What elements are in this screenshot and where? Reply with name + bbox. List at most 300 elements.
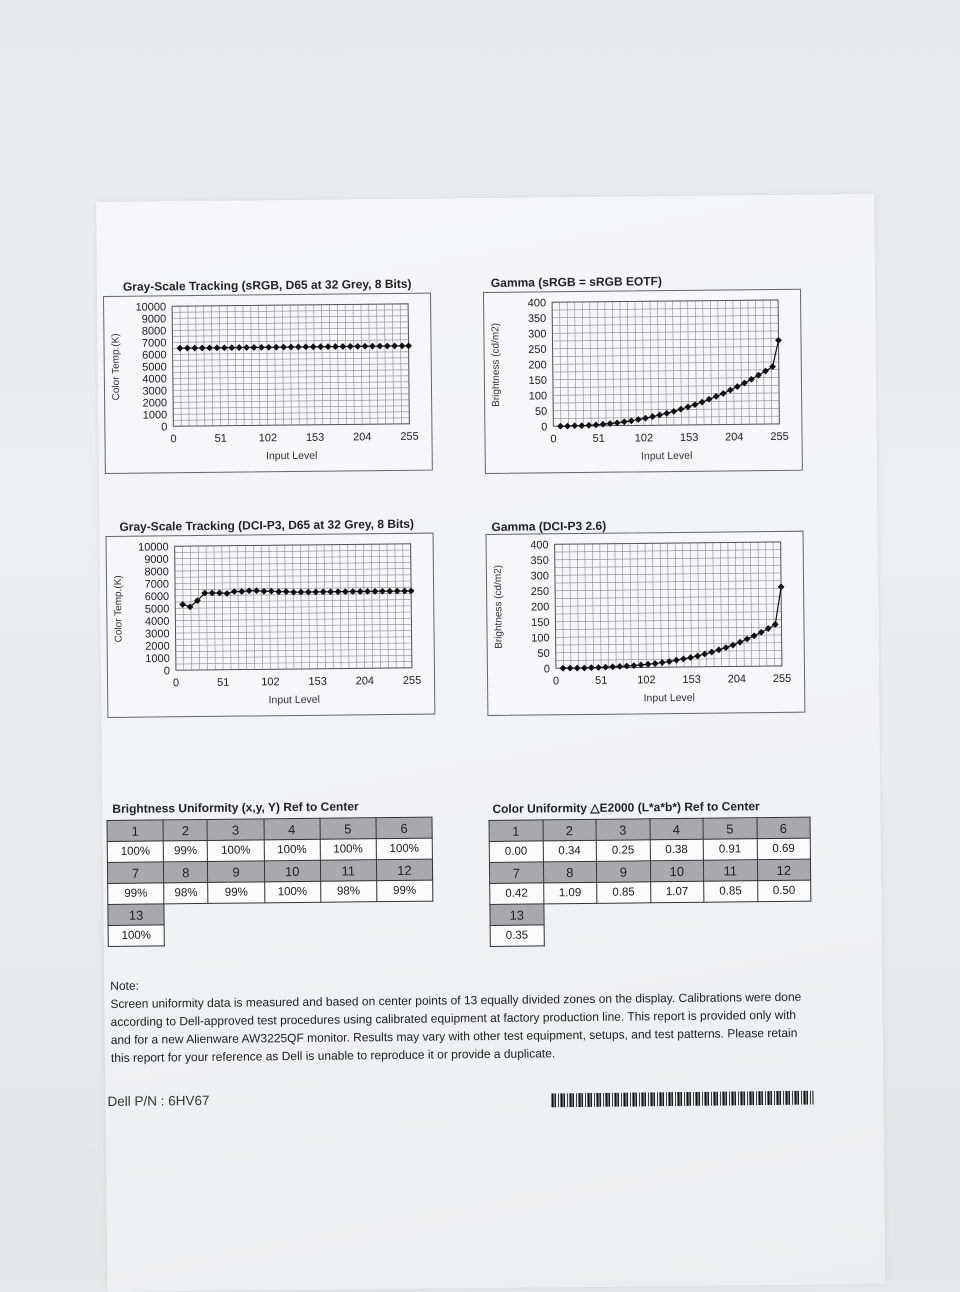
value-cell: 98% — [164, 882, 209, 903]
data-point — [571, 422, 578, 429]
barcode-bar — [587, 1093, 589, 1107]
barcode-bar — [581, 1093, 583, 1107]
barcode-bar — [801, 1091, 802, 1105]
barcode-bar — [578, 1093, 580, 1107]
y-tick-label: 5000 — [144, 603, 170, 616]
y-tick-label: 9000 — [144, 553, 169, 566]
zone-cell: 5 — [320, 818, 376, 840]
zone-cell: 2 — [163, 819, 208, 840]
barcode-bar — [572, 1093, 574, 1107]
data-point — [376, 343, 383, 350]
value-cell: 0.34 — [543, 840, 597, 862]
barcode-bar — [765, 1091, 766, 1105]
chart-grayscale-dcip3 — [106, 533, 436, 718]
barcode-bar — [612, 1093, 613, 1107]
data-point — [609, 663, 616, 670]
value-cell: 100% — [108, 925, 164, 947]
color-uniformity-table — [489, 817, 812, 947]
barcode-bar — [563, 1093, 565, 1107]
data-point — [347, 343, 354, 350]
barcode-bar — [812, 1091, 813, 1105]
chart-svg — [487, 532, 805, 715]
y-tick-label: 150 — [528, 374, 547, 388]
zone-cell: 11 — [703, 860, 757, 882]
zone-cell: 13 — [490, 904, 544, 926]
zone-cell: 1 — [107, 820, 163, 842]
x-tick-label: 0 — [170, 433, 177, 446]
barcode-bar — [707, 1092, 709, 1106]
data-point — [564, 423, 571, 430]
data-point — [734, 383, 741, 390]
value-cell: 0.50 — [757, 880, 811, 902]
y-tick-label: 150 — [531, 616, 550, 630]
barcode-bar — [792, 1091, 793, 1105]
data-point — [645, 661, 652, 668]
data-point — [567, 665, 574, 672]
barcode-bar — [794, 1091, 796, 1105]
barcode-bar — [758, 1091, 760, 1105]
x-tick-label: 51 — [217, 676, 230, 689]
barcode-bar — [725, 1092, 727, 1106]
zone-cell: 4 — [264, 818, 320, 840]
data-point — [574, 665, 581, 672]
barcode-bar — [779, 1091, 781, 1105]
zone-cell: 9 — [208, 861, 264, 883]
chart-svg — [104, 294, 432, 473]
y-axis-label: Brightness (cd/m2) — [492, 564, 505, 649]
data-point — [778, 583, 785, 590]
data-point — [391, 343, 398, 350]
x-tick-label: 153 — [679, 431, 699, 444]
data-point — [265, 344, 272, 351]
note-body: Screen uniformity data is measured and based on center points of 13 equally divided zones on the display. Calibrations were done according to Dell-approved test procedures using calibrated equipment at factory production line. This report is provided only with and for a new Alienware AW3225QF monitor. Results may vary with other test equipment, setups, and test patterns. Please retain this report for your reference as Dell is unable to reproduce it or provide a duplicate. — [110, 989, 802, 1065]
value-cell: 100% — [107, 841, 163, 863]
x-tick-label: 204 — [727, 673, 747, 686]
barcode-bar — [774, 1091, 775, 1105]
value-row-3 — [490, 922, 811, 946]
barcode-bar — [653, 1092, 655, 1106]
data-point — [602, 664, 609, 671]
y-tick-label: 350 — [527, 312, 547, 326]
y-tick-label: 7000 — [144, 578, 170, 591]
data-point — [199, 345, 206, 352]
y-tick-label: 7000 — [141, 337, 167, 350]
zone-cell: 2 — [543, 819, 597, 841]
y-tick-label: 0 — [163, 665, 171, 678]
barcode-bar — [680, 1092, 682, 1106]
zone-cell: 3 — [207, 819, 263, 841]
y-tick-label: 200 — [528, 359, 547, 372]
zone-cell: 12 — [757, 859, 811, 881]
y-tick-label: 0 — [161, 421, 168, 434]
y-tick-label: 300 — [528, 328, 547, 341]
barcode-bar — [626, 1093, 628, 1107]
barcode-bar — [722, 1092, 724, 1106]
barcode-bar — [659, 1092, 661, 1106]
y-tick-label: 100 — [528, 390, 548, 403]
barcode-bar — [671, 1092, 673, 1106]
barcode-bar — [635, 1092, 637, 1106]
barcode-bar — [713, 1092, 715, 1106]
value-cell: 99% — [108, 883, 164, 905]
y-tick-label: 0 — [541, 421, 548, 434]
y-tick-label: 8000 — [144, 566, 169, 579]
barcode-bar — [689, 1092, 691, 1106]
barcode-bar — [558, 1093, 559, 1107]
data-point — [744, 636, 751, 643]
value-cell: 0.00 — [489, 841, 543, 863]
chart-gamma-dcip3 — [486, 531, 806, 716]
data-point — [560, 665, 567, 672]
x-tick-label: 0 — [172, 677, 180, 690]
data-point — [177, 345, 184, 352]
data-point — [362, 343, 369, 350]
y-tick-label: 6000 — [142, 349, 167, 362]
barcode-bar — [810, 1091, 811, 1105]
x-tick-label: 0 — [552, 675, 560, 688]
zone-cell: 10 — [264, 860, 320, 882]
barcode-bar — [590, 1093, 592, 1107]
value-cell: 98% — [320, 881, 376, 903]
y-tick-label: 250 — [528, 343, 547, 357]
data-point — [405, 342, 412, 349]
value-cell: 0.38 — [650, 839, 704, 861]
chart-grayscale-srgb — [103, 293, 433, 474]
value-cell: 0.91 — [703, 839, 757, 861]
barcode-bar — [731, 1091, 733, 1105]
x-axis-label: Input Level — [265, 449, 318, 463]
barcode-bar — [785, 1091, 787, 1105]
barcode-bar — [641, 1092, 643, 1106]
data-point — [578, 422, 585, 429]
zone-cell: 6 — [376, 817, 432, 839]
value-cell: 0.85 — [597, 882, 651, 904]
barcode-bar — [632, 1092, 634, 1106]
chart-title-gamma-srgb: Gamma (sRGB = sRGB EOTF) — [490, 274, 663, 290]
value-cell: 99% — [208, 882, 264, 904]
barcode-bar — [716, 1092, 718, 1106]
zone-cell: 11 — [320, 860, 376, 882]
data-point — [354, 343, 361, 350]
barcode-bar — [644, 1092, 646, 1106]
zone-cell: 7 — [489, 862, 543, 884]
data-point — [214, 344, 221, 351]
barcode-bar — [567, 1093, 568, 1107]
data-point — [339, 343, 346, 350]
y-tick-label: 5000 — [142, 361, 167, 374]
barcode-bar — [675, 1092, 676, 1106]
y-tick-label: 2000 — [142, 397, 168, 410]
data-point — [283, 588, 290, 595]
barcode-bar — [648, 1092, 649, 1106]
barcode-bar — [776, 1091, 778, 1105]
barcode-bar — [605, 1093, 607, 1107]
value-cell: 100% — [320, 839, 376, 861]
zone-cell: 9 — [596, 861, 650, 883]
barcode-bar — [639, 1092, 640, 1106]
data-point — [221, 344, 228, 351]
x-tick-label: 51 — [214, 432, 227, 445]
data-point — [236, 344, 243, 351]
data-point — [310, 343, 317, 350]
value-cell: 0.85 — [704, 881, 758, 903]
value-cell: 100% — [208, 840, 264, 862]
value-cell: 1.09 — [543, 882, 597, 904]
data-point — [673, 657, 680, 664]
barcode-image — [551, 1091, 813, 1108]
value-cell: 100% — [376, 838, 432, 860]
x-axis-label: Input Level — [268, 693, 320, 707]
y-tick-label: 10000 — [135, 301, 167, 314]
y-tick-label: 1000 — [142, 409, 168, 422]
y-tick-label: 400 — [527, 297, 547, 310]
data-point — [642, 415, 649, 422]
barcode-bar — [657, 1092, 658, 1106]
y-axis-label: Brightness (cd/m2) — [490, 322, 503, 407]
y-tick-label: 400 — [530, 539, 549, 552]
data-point — [369, 343, 376, 350]
data-point — [623, 663, 630, 670]
y-axis-label: Color Temp.(K) — [110, 333, 123, 401]
data-point — [317, 343, 324, 350]
data-point — [737, 639, 744, 646]
zone-cell: 1 — [489, 820, 543, 842]
barcode-bar — [711, 1092, 712, 1106]
chart-svg — [484, 290, 802, 473]
barcode-bar — [743, 1091, 745, 1105]
barcode-bar — [806, 1091, 808, 1105]
x-tick-label: 204 — [725, 431, 744, 444]
y-axis-label: Color Temp.(K) — [112, 575, 125, 643]
x-tick-label: 102 — [637, 674, 656, 687]
data-point — [600, 421, 607, 428]
data-point — [727, 387, 734, 394]
data-point — [692, 401, 699, 408]
x-axis-label: Input Level — [643, 691, 695, 705]
barcode-bar — [698, 1092, 700, 1106]
chart-title-grayscale-srgb: Gray-Scale Tracking (sRGB, D65 at 32 Grey, 8 Bits) — [122, 276, 412, 294]
y-tick-label: 200 — [530, 601, 550, 614]
barcode-bar — [695, 1092, 697, 1106]
gridlines — [552, 300, 779, 426]
barcode-bar — [686, 1092, 688, 1106]
value-cell: 0.69 — [757, 838, 811, 860]
part-number: Dell P/N : 6HV67 — [107, 1092, 210, 1110]
zone-cell: 13 — [108, 904, 164, 926]
data-point — [243, 344, 250, 351]
barcode-bar — [740, 1091, 742, 1105]
barcode-bar — [569, 1093, 571, 1107]
data-point — [302, 343, 309, 350]
data-point — [775, 337, 782, 344]
barcode-bar — [684, 1092, 685, 1106]
barcode-bar — [738, 1091, 739, 1105]
x-tick-label: 255 — [400, 430, 419, 443]
barcode-bar — [668, 1092, 670, 1106]
data-point — [652, 660, 659, 667]
data-point — [253, 587, 260, 594]
barcode-bar — [693, 1092, 694, 1106]
y-tick-label: 10000 — [137, 541, 169, 554]
y-tick-label: 0 — [543, 663, 551, 676]
barcode-bar — [677, 1092, 679, 1106]
data-point — [325, 343, 332, 350]
data-point — [680, 655, 687, 662]
y-tick-label: 6000 — [144, 590, 170, 604]
barcode-bar — [599, 1093, 601, 1107]
barcode-bar — [756, 1091, 757, 1105]
y-tick-label: 2000 — [145, 640, 170, 653]
data-point — [699, 399, 706, 406]
x-tick-label: 51 — [592, 432, 605, 445]
barcode-bar — [767, 1091, 769, 1105]
value-cell: 0.25 — [596, 840, 650, 862]
barcode-bar — [761, 1091, 763, 1105]
barcode-bar — [603, 1093, 604, 1107]
barcode-bar — [560, 1093, 562, 1107]
data-point — [581, 665, 588, 672]
barcode-bar — [734, 1091, 736, 1105]
barcode-bar — [623, 1093, 625, 1107]
x-tick-label: 102 — [258, 432, 278, 445]
gridlines — [175, 544, 412, 670]
data-point — [722, 644, 729, 651]
data-point — [251, 344, 258, 351]
x-tick-label: 204 — [355, 675, 375, 688]
data-point — [273, 344, 280, 351]
calibration-report-page — [96, 194, 885, 1292]
value-cell: 100% — [264, 881, 320, 903]
barcode-bar — [729, 1091, 730, 1105]
y-tick-label: 3000 — [145, 628, 170, 641]
x-tick-label: 0 — [550, 433, 557, 446]
zone-cell: 10 — [650, 860, 704, 882]
barcode-bar — [749, 1091, 751, 1105]
y-tick-label: 100 — [531, 632, 550, 645]
x-tick-label: 153 — [682, 673, 701, 686]
data-point — [694, 653, 701, 660]
note-heading: Note: — [110, 978, 139, 993]
barcode-bar — [650, 1092, 652, 1106]
zone-cell: 6 — [757, 817, 811, 839]
value-cell: 99% — [163, 840, 208, 861]
barcode-bar — [788, 1091, 790, 1105]
barcode-bar — [551, 1093, 553, 1107]
gridlines — [172, 304, 409, 426]
value-cell: 1.07 — [650, 881, 704, 903]
chart-svg — [107, 534, 435, 717]
data-point — [649, 413, 656, 420]
color-uniformity-title: Color Uniformity △E2000 (L*a*b*) Ref to Center — [492, 799, 760, 816]
data-point — [191, 345, 198, 352]
chart-title-gamma-dcip3: Gamma (DCI-P3 2.6) — [491, 518, 607, 534]
data-point — [280, 344, 287, 351]
barcode-bar — [783, 1091, 784, 1105]
data-point — [224, 590, 231, 597]
barcode-bar — [630, 1093, 631, 1107]
y-tick-label: 4000 — [142, 373, 167, 386]
data-point — [228, 344, 235, 351]
data-point — [616, 663, 623, 670]
value-cell: 0.42 — [490, 883, 544, 905]
barcode-bar — [596, 1093, 598, 1107]
data-point — [677, 406, 684, 413]
x-axis-label: Input Level — [640, 449, 693, 463]
y-tick-label: 9000 — [141, 313, 167, 326]
y-tick-label: 1000 — [145, 652, 170, 666]
y-tick-label: 4000 — [144, 615, 170, 628]
barcode-bar — [702, 1092, 703, 1106]
barcode-bar — [704, 1092, 706, 1106]
data-point — [663, 410, 670, 417]
data-point — [720, 390, 727, 397]
data-point — [184, 345, 191, 352]
data-point — [275, 588, 282, 595]
barcode-bar — [585, 1093, 586, 1107]
gridlines — [555, 542, 782, 668]
x-tick-label: 153 — [305, 431, 325, 444]
zone-cell: 4 — [650, 818, 704, 840]
data-point — [687, 654, 694, 661]
y-tick-label: 50 — [537, 647, 550, 660]
data-point — [659, 659, 666, 666]
data-point — [772, 621, 779, 628]
y-tick-label: 8000 — [141, 325, 167, 338]
barcode-bar — [666, 1092, 667, 1106]
x-tick-label: 255 — [772, 672, 792, 686]
x-tick-label: 153 — [308, 675, 327, 688]
x-tick-label: 51 — [595, 674, 608, 687]
x-tick-label: 102 — [634, 432, 654, 445]
zone-cell: 8 — [543, 861, 597, 883]
barcode-bar — [576, 1093, 577, 1107]
zone-cell: 3 — [596, 819, 650, 841]
value-cell: 0.35 — [490, 925, 544, 947]
chart-title-grayscale-dcip3: Gray-Scale Tracking (DCI-P3, D65 at 32 Grey, 8 Bits) — [119, 516, 415, 534]
barcode-bar — [720, 1092, 721, 1106]
value-row-3 — [108, 922, 433, 946]
barcode-bar — [770, 1091, 772, 1105]
y-tick-label: 3000 — [142, 385, 168, 398]
data-point — [399, 342, 406, 349]
x-tick-label: 102 — [261, 676, 280, 689]
barcode-bar — [803, 1091, 805, 1105]
brightness-uniformity-title: Brightness Uniformity (x,y, Y) Ref to Center — [112, 799, 359, 816]
x-tick-label: 204 — [353, 431, 372, 444]
barcode-bar — [621, 1093, 622, 1107]
zone-cell: 8 — [164, 861, 209, 882]
barcode-bar — [797, 1091, 799, 1105]
data-point — [621, 418, 628, 425]
barcode-bar — [614, 1093, 616, 1107]
zone-cell: 7 — [107, 862, 163, 884]
barcode-bar — [617, 1093, 619, 1107]
data-point — [769, 363, 776, 370]
barcode-bar — [594, 1093, 595, 1107]
barcode-bar — [662, 1092, 664, 1106]
barcode-bar — [747, 1091, 748, 1105]
data-point — [730, 642, 737, 649]
data-point — [557, 423, 564, 430]
value-cell: 99% — [376, 880, 432, 902]
y-tick-label: 350 — [530, 554, 549, 568]
brightness-uniformity-table — [106, 817, 433, 947]
data-point — [670, 408, 677, 415]
barcode-bar — [752, 1091, 754, 1105]
y-tick-label: 250 — [530, 585, 550, 599]
data-point — [765, 625, 772, 632]
x-tick-label: 255 — [770, 430, 789, 444]
